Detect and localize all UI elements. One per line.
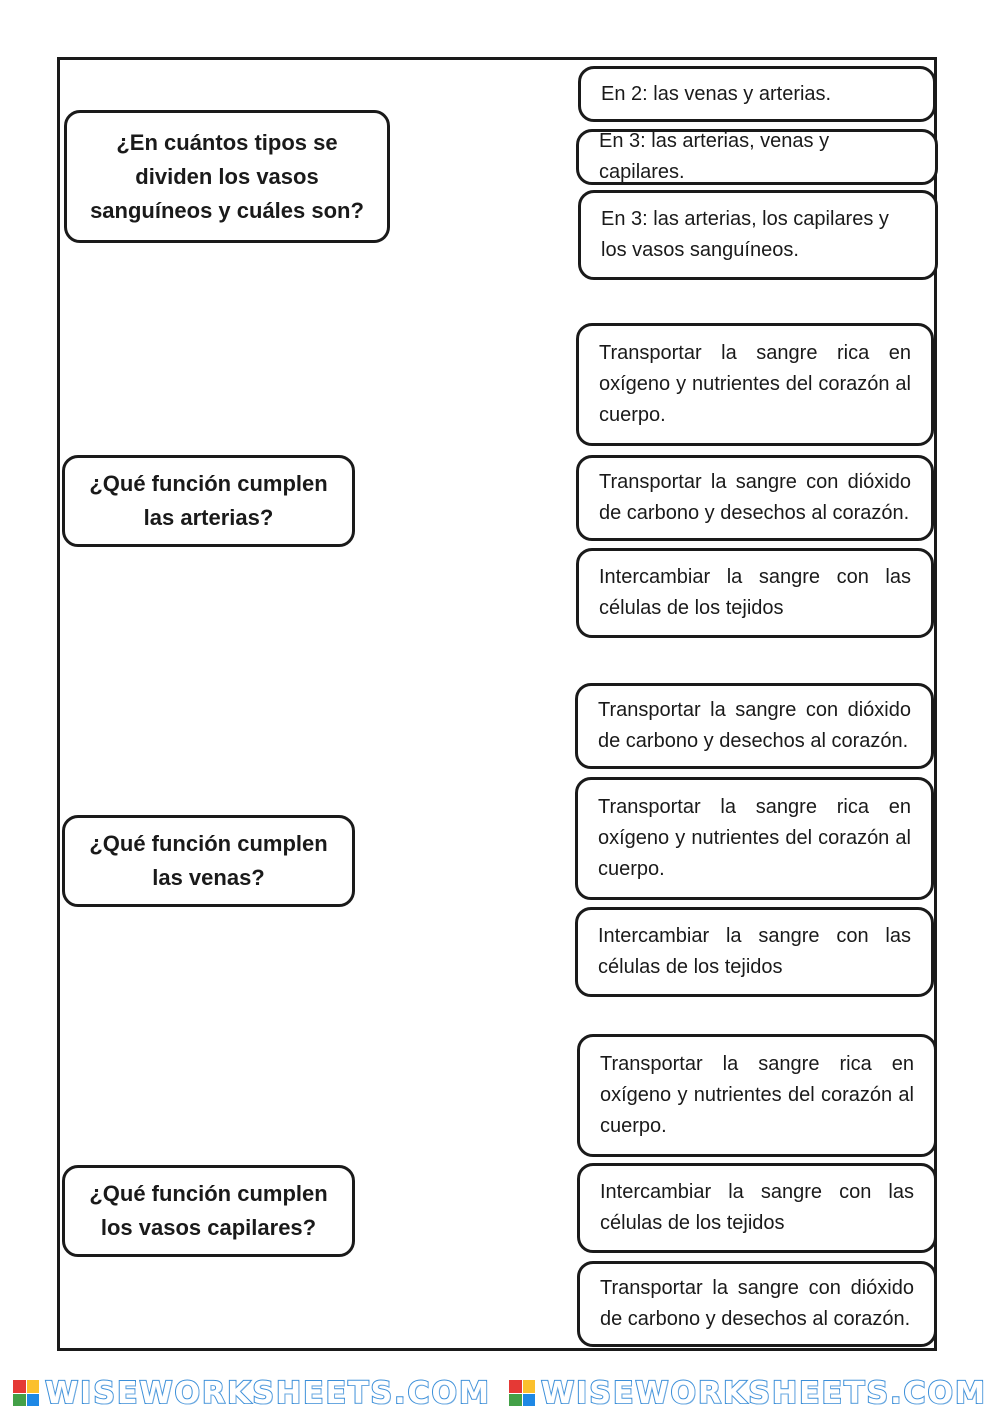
answer-option[interactable]: Transportar la sangre con dióxido de carbono y desechos al corazón. (575, 683, 934, 769)
answer-option[interactable]: Intercambiar la sangre con las células de los tejidos (576, 548, 934, 638)
answer-option[interactable]: En 2: las venas y arterias. (578, 66, 936, 122)
answer-option[interactable]: Transportar la sangre con dióxido de carbono y desechos al corazón. (577, 1261, 937, 1347)
answer-option[interactable]: Intercambiar la sangre con las células de los tejidos (577, 1163, 937, 1253)
answer-option[interactable]: En 3: las arterias, venas y capilares. (576, 129, 938, 185)
brand (509, 1376, 987, 1411)
answer-option[interactable]: Transportar la sangre rica en oxígeno y nutrientes del corazón al cuerpo. (576, 323, 934, 446)
brand-text: WISEWORKSHEETS.COM (541, 1375, 987, 1411)
brand (13, 1376, 491, 1411)
answer-option[interactable]: Transportar la sangre rica en oxígeno y nutrientes del corazón al cuerpo. (575, 777, 934, 900)
answer-option[interactable]: Transportar la sangre rica en oxígeno y nutrientes del corazón al cuerpo. (577, 1034, 937, 1157)
answer-option[interactable]: En 3: las arterias, los capilares y los vasos sanguíneos. (578, 190, 938, 280)
question-capillaries-function: ¿Qué función cumplen los vasos capilares? (62, 1165, 355, 1257)
brand-text: WISEWORKSHEETS.COM (45, 1375, 491, 1411)
answer-option[interactable]: Intercambiar la sangre con las células de los tejidos (575, 907, 934, 997)
footer-watermark (0, 1372, 1000, 1414)
brand-logo-icon (13, 1380, 39, 1406)
question-arteries-function: ¿Qué función cumplen las arterias? (62, 455, 355, 547)
question-vessel-types: ¿En cuántos tipos se dividen los vasos sanguíneos y cuáles son? (64, 110, 390, 243)
brand-logo-icon (509, 1380, 535, 1406)
answer-option[interactable]: Transportar la sangre con dióxido de carbono y desechos al corazón. (576, 455, 934, 541)
question-veins-function: ¿Qué función cumplen las venas? (62, 815, 355, 907)
